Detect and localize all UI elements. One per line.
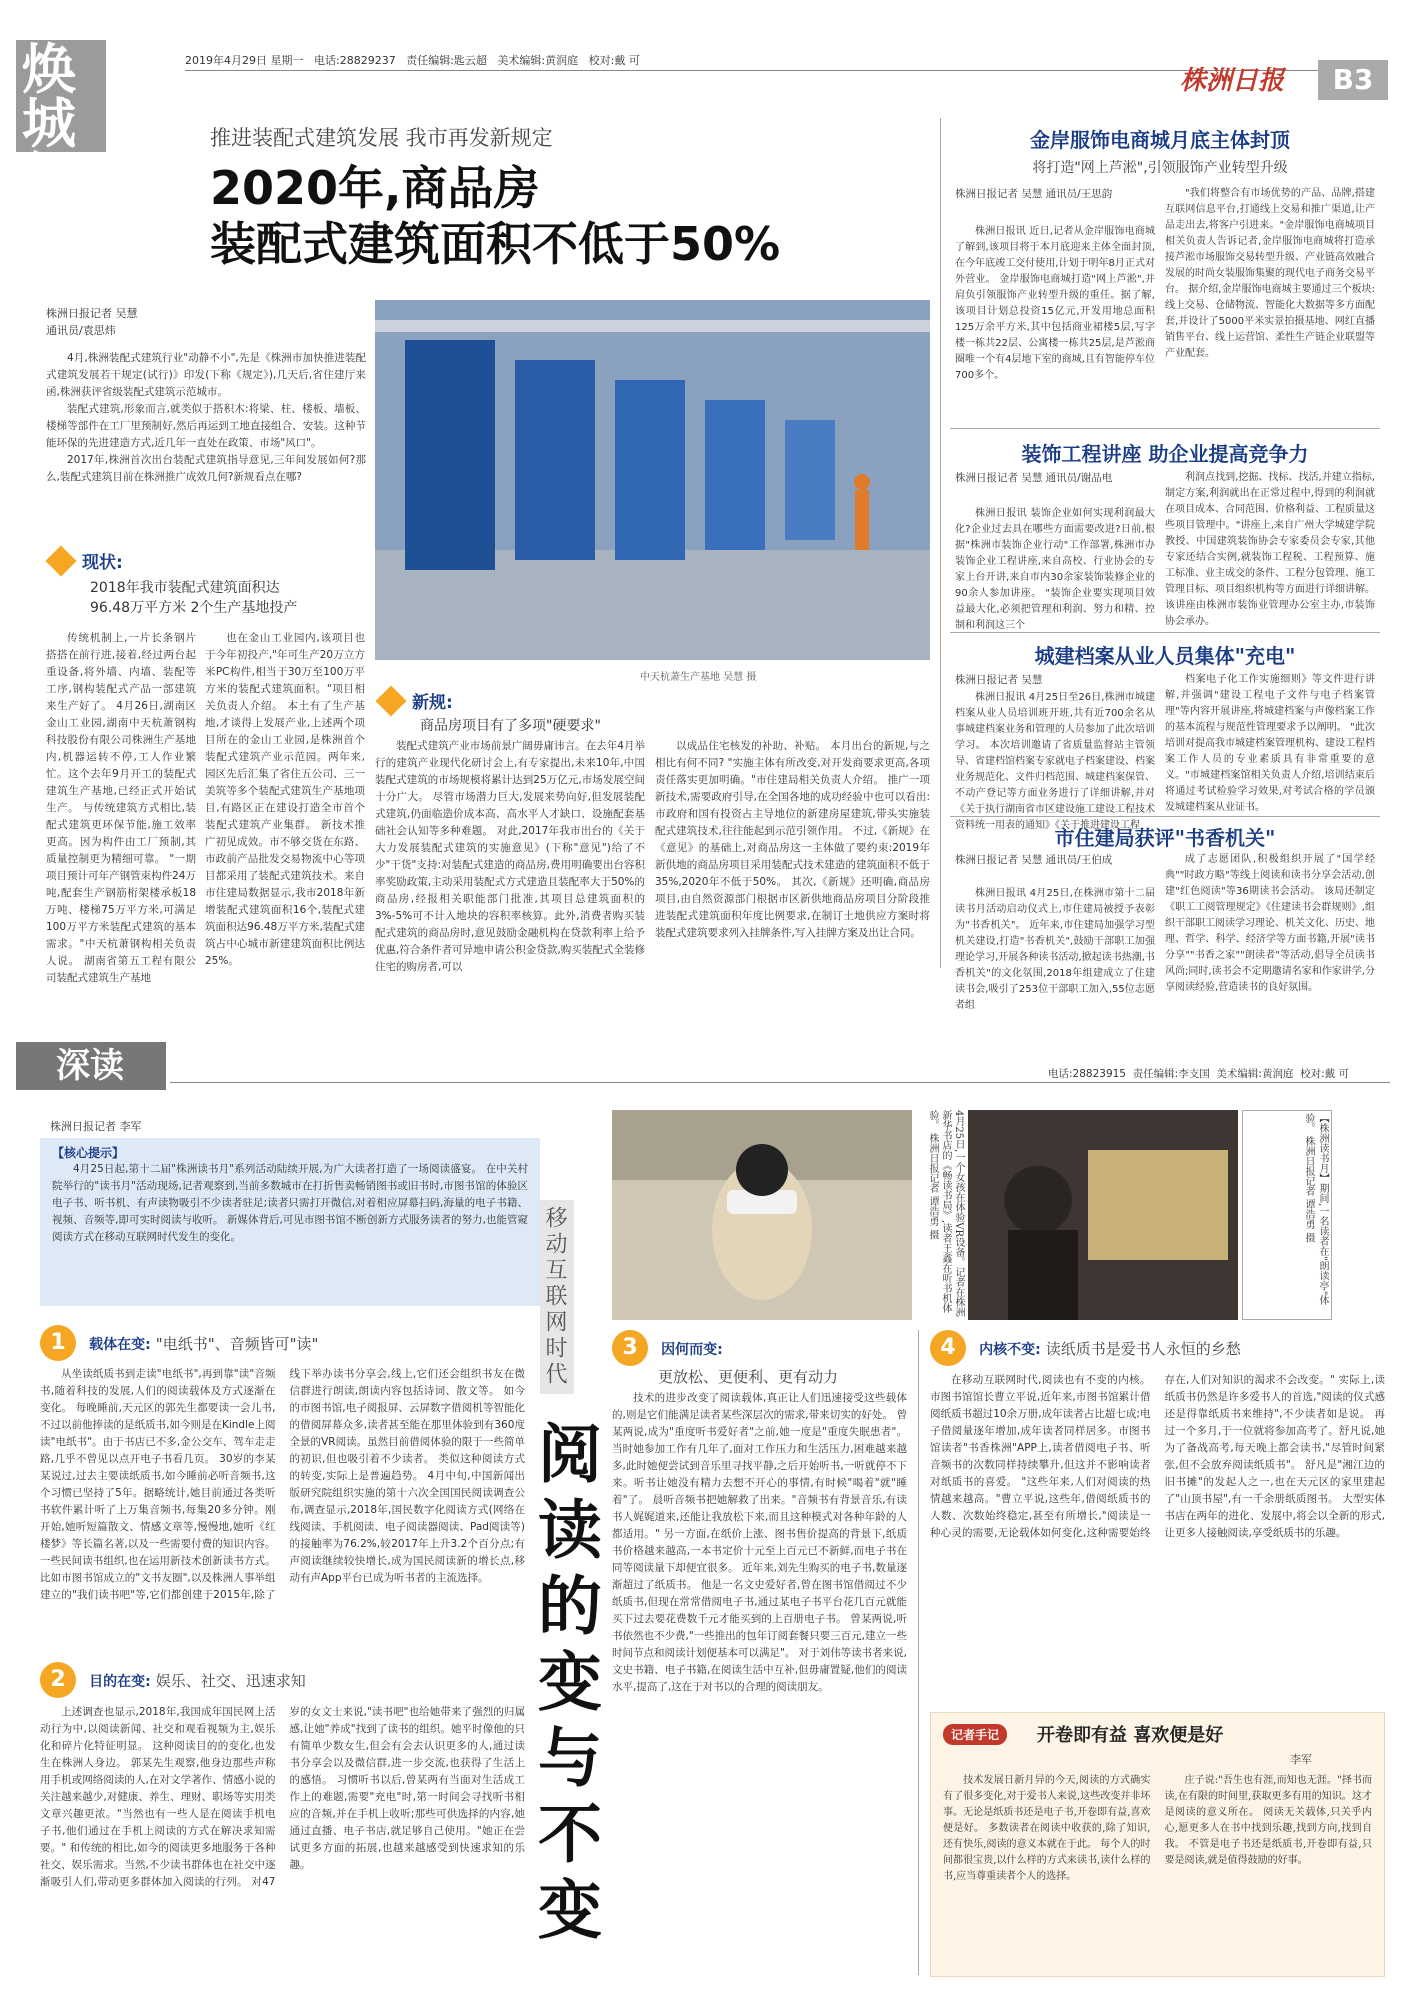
section-1-body: 从坐读纸质书到走读"电纸书",再到靠"读"音频书,随着科技的发展,人们的阅读载体及方式逐渐在变化。 每晚睡前,天元区的郭先生都要读一会儿书,不过以前他捧读的是纸质书,如今则是在Kindle上阅读"电纸书"。由于书店已不多,金公交车、驾车走走路,几乎不曾见以点开电子书看几页。 30岁的李某某说过,过去主要读纸质书,如今睡前必听音频书,这个习惯已坚持了5年。据略统计,她目前通过各类听书软件累计听了上万集音频书,每集20多分钟。刚开始,她听短篇散文、情感文章等,慢慢地,她听《红楼梦》等长篇名著,以及一些需要付费的知识内容。 一些民间读书组织,也在运用新技术创新读书方式。 比如市图书馆成立的"文书友圈",以及株洲人事举组建立的"我们读书吧"等,它们都创建于2015年,除了线下举办读书分享会,线上,它们还会组织书友在微信群进行朗读,朗读内容包括诗词、散文等。 如今的市图书馆,电子阅报屏、云屏数字借阅机等智能化的借阅屏幕众多,读者甚至能在那里体验到有360度全景的VR阅读。虽然目前借阅体验的限于一些简单的初识,但也吸引着不少读者。 类似这种阅读方式的转变,实际上是普遍趋势。 4月中旬,中国新闻出版研究院组织实施的第十六次全国国民阅读调查公布,调查显示,2018年,国民数字化阅读方式(网络在线阅读、手机阅读、电子阅读器阅读、Pad阅读等)的接触率为76.2%,较2017年上升3.2个百分点;有声阅读继续较快增长,成为国民阅读新的增长点,移动有声App平台已成为听书者的主流选择。 <box>40 1368 525 1601</box>
header-date: 2019年4月29日 星期一 <box>185 54 304 67</box>
header-editor: 责任编辑:匙云超 <box>406 54 487 67</box>
section-1-label: 载体在变: <box>89 1337 151 1353</box>
article-decoration-headline: 装饰工程讲座 助企业提高竞争力 <box>1021 442 1309 466</box>
column-divider <box>940 118 941 968</box>
headline-line-1: 2020年,商品房 <box>210 161 540 215</box>
status-subtitle-2: 96.48万平方米 2个生产基地投产 <box>90 600 298 616</box>
article-jinan-headline: 金岸服饰电商城月底主体封顶 <box>1030 128 1290 152</box>
page-number-badge <box>1318 60 1388 100</box>
article-divider <box>950 428 1380 429</box>
vertical-kicker: 移动互联网时代 <box>540 1200 574 1394</box>
diamond-icon <box>45 545 76 576</box>
section-banner-huancheng <box>16 37 106 209</box>
section-4-body: 在移动互联网时代,阅读也有不变的内核。 市图书馆馆长曹立平说,近年来,市图书馆累计借阅纸质书超过10余万册,成年读者占比超七成;电子借阅量逐年增加,成年读者同样居多。市图书馆读者"书香株洲"APP上,读者借阅电子书、听音频书的次数同样持续攀升,但这并不影响读者对纸质书的喜爱。 "这些年来,人们对阅读的热情越来越高。"曹立平说,这些年,借阅纸质书的人数、次数始终稳定,甚至有所增长,"阅读是一种心灵的需要,无论载体如何变化,这种需要始终存在,人们对知识的渴求不会改变。" 实际上,读纸质书仍然是许多爱书人的首选,"阅读的仪式感还是得靠纸质书来维持",不少读者如是说。 再过一个多月,于一位就将参加高考了。舒凡说,她为了备战高考,每天晚上都会读书,"尽管时间紧张,但不会放弃阅读纸质书"。 舒凡是"湘江边的旧书摊"的发起人之一,也在天元区的家里建起了"山顶书屋",有一千余册纸质图书。 大型实体书店在两年的进化、发展中,将会以全新的形式,让更多人接触阅读,享受纸质书的乐趣。 <box>930 1374 1385 1539</box>
page-number: B3 <box>1332 63 1374 96</box>
newspaper-name: 株洲日报 <box>1180 66 1285 96</box>
factory-photo-illustration <box>375 300 930 660</box>
section-4-subtitle: 读纸质书是爱书人永恒的乡愁 <box>1045 1340 1241 1358</box>
section-1-number: 1 <box>40 1325 76 1361</box>
new-rules-label: 新规: <box>412 693 453 713</box>
diamond-icon <box>375 685 406 716</box>
reporter-notes-box <box>930 1712 1385 1977</box>
header-art-editor: 美术编辑:黄润庭 <box>497 54 579 67</box>
lead-intro: 4月,株洲装配式建筑行业"动静不小",先是《株洲市加快推进装配式建筑发展若干规定(试行)》印发(下称《规定》),几天后,省住建厅来函,株洲获评省级装配式建筑示范城市。 装配式建筑,形象而言,就类似于搭积木:将梁、柱、楼板、墙板、楼梯等部件在工厂里预制好,然后再运到工地直接组合、安装。这种节能环保的先进建造方式,近几年一直处在政策、市场"风口"。 2017年,株洲首次出台装配式建筑指导意见,三年间发展如何?那么,装配式建筑目前在株洲推广成效几何?新规看点在哪? <box>46 352 366 483</box>
status-subtitle-1: 2018年我市装配式建筑面积达 <box>90 580 280 596</box>
vr-photo <box>612 1110 912 1320</box>
article-divider <box>950 816 1380 817</box>
vertical-title: 阅读的变与不变 <box>527 1420 602 1952</box>
new-rules-subtitle: 商品房项目有了多项"硬要求" <box>420 718 601 734</box>
reading-booth-caption: 【株洲读书月】期间,一名读者在"朗读亭"体验。 株洲日报记者 谭浩勇 摄 <box>1242 1110 1332 1320</box>
section-2-subtitle: 娱乐、社交、迅速求知 <box>155 1672 306 1690</box>
article-archive-body-col-2: 档案电子化工作实施细则》等文件进行讲解,并强调"建设工程电子文件与电子档案管理"等内容开展讲座,将城建档案与声像档案工作的基本流程与规范性管理要求予以阐明。 "此次培训对提高我市城建档案管理机构、建设工程档案工作人员的专业素质具有非常重要的意义。"市城建档案馆相关负责人介绍,培训结束后将通过考试检验学习效果,对考试合格的学员颁发城建档案从业证书。 <box>1165 674 1375 813</box>
reporter-notes-author: 李军 <box>1290 1753 1312 1766</box>
reading-booth-photo <box>968 1110 1238 1320</box>
factory-photo <box>375 300 930 660</box>
article-archive-body-col-1: 株洲日报讯 4月25日至26日,株洲市城建档案从业人员培训班开班,共有近700余名从事城建档案业务和管理的人员参加了此次培训学习。 本次培训邀请了省质量监督站主管领导、省建档馆档案专家就电子档案建设、档案业务规范化、文件归档范围、城建档案保管、不动产登记等方面业务进行了详细讲解,并对《关于执行湖南省市区建设施工建设工程技术资料统一用表的通知》《关于推进建设工程 <box>955 692 1155 831</box>
new-rules-body-col-1: 装配式建筑产业市场前景广阔毋庸讳言。在去年4月举行的建筑产业现代化研讨会上,有专家提出,未来10年,中国装配式建筑的市场规模将累计达到25万亿元,市场发展空间十分广大。 尽管市场潜力巨大,发展来势向好,但发展装配式建筑,仍面临造价成本高、高水平人才缺口、设施配套基础社会认知等多种难题。 对此,2017年我市出台的《关于大力发展装配式建筑的实施意见》(下称"意见")给了不少"干货"支持:对装配式建造的商品房,费用明确要出台容积率奖励政策,主动采用装配式方式建造且装配率大于50%的商品房,经报相关职能部门批准,其项目总建筑面积的3%-5%可不计入地块的容积率核算。此外,消费者购买装配式建筑的商品房时,意见鼓励金融机构在贷款利率上给予优惠,符合条件者可异地申请公积金贷款,购买装配式全装修住宅的购房者,可以 <box>375 740 645 973</box>
status-body-col-2: 也在金山工业园内,该项目也于今年初投产,"年可生产20万立方米PC构件,相当于30万至100万平方米的装配式建筑面积。"项目相关负责人介绍。 本土有了生产基地,才谈得上发展产业,上述两个项目所在的金山工业园,是株洲首个装配式建筑产业示范园。两年来,园区先后汇集了省住五公司、三一美筑等多个装配式建筑生产基地项目,有路区正在建设打造全市首个装配式建筑产业集群。 新技术推广初见成效。市不够交货在东路、市政前产品批发交易物流中心等项目都采用了装配式建筑技术。来自市住建局数据显示,我市2018年新增装配式建筑面积16个,装配式建筑面积达96.48万平方米,装配式建筑占中心城市新建建筑面积比例达25%。 <box>205 632 365 967</box>
article-jinan-subtitle: 将打造"网上芦淞",引领服饰产业转型升级 <box>1032 160 1288 176</box>
article-decoration-byline: 株洲日报记者 吴慧 通讯员/谢品电 <box>955 472 1113 484</box>
headline-line-2: 装配式建筑面积不低于50% <box>210 217 781 271</box>
section-3-body: 技术的进步改变了阅读载体,真正让人们迅速接受这些载体的,则是它们能满足读者某些深层次的需求,带来切实的好处。 曾某两说,成为"重度听书爱好者"之前,她一度是"重度失眠患者"。当时她参加工作有几年了,面对工作压力和生活压力,困难越来越多,此时她便尝试到音乐里寻找平静,之后开始听书,一听就停不下来。听书让她没有精力去想不开心的事情,有时候"喝着"就"睡着"了。 晨听音频书把她解救了出来。"音频书有背景音乐,有读书人娓娓道来,还能让我放松下来,而且这种模式对各种年龄的人都适用。" 另一方面,在纸价上涨、图书售价提高的背景下,纸质书价格越来越高,一本书定价十元至上百元已不新鲜,而电子书在同等阅读量下却便宜很多。 近年来,刘先生购买的电子书,数量逐渐超过了纸质书。 他是一名文史爱好者,曾在图书馆借阅过不少纸质书,但现在常常借阅电子书,通过某电子书平台花几百元就能买下过去要花费数千元才能买到的上百册电子书。 曾某两说,听书依然也不少费,"一些推出的包年订阅套餐只要三百元,建立一些时间节点和阅读计划便基本可以满足"。 对于刘伟等读书者来说,文史书籍、电子书籍,在阅读生活中互补,但毋庸置疑,他们的阅读水平,提高了,这在于对书以的合理的阅读朋友。 <box>612 1392 908 1693</box>
reporter-notes-col-1: 技术发展日新月异的今天,阅读的方式确实有了很多变化,对于爱书人来说,这些改变并非坏事。无论是纸质书还是电子书,开卷即有益,喜欢便是好。 多数读者在阅读中收获的,除了知识,还有快乐,阅读的意义本就在于此。 每个人的时间都很宝贵,以什么样的方式来读书,读什么样的书,应当尊重读者个人的选择。 <box>943 1775 1151 1882</box>
section-4-label: 内核不变: <box>979 1342 1041 1358</box>
status-label: 现状: <box>82 553 123 573</box>
section-4-heading <box>930 1330 1390 1366</box>
article-jinan-body-col-2: "我们将整合有市场优势的产品、品牌,搭建互联网信息平台,打通线上交易和推广渠道,让产品走出去,将客户引进来。"金岸服饰电商城项目相关负责人告诉记者,金岸服饰电商城将打造承接芦淞市场服饰交易转型升级、产业链高效融合发展的时尚女装服饰集聚的现代电子商务交易平台。 据介绍,金岸服饰电商城主要通过三个板块:线上交易、仓储物流、智能化大数据等多方面配套,并设计了5000平米实景拍摄基地、网红直播销售平台、线上运营馆、柔性生产链企业联盟等产业配套。 <box>1165 188 1375 359</box>
article-jinan-title <box>930 124 1390 177</box>
factory-photo-caption: 中天杭萧生产基地 吴慧 摄 <box>640 672 757 683</box>
section-2-label: 目的在变: <box>89 1674 151 1690</box>
lead-kicker: 推进装配式建筑发展 我市再发新规定 <box>210 126 553 150</box>
core-tip-box <box>40 1138 540 1306</box>
lead-headline <box>210 160 910 272</box>
deep-read-banner: 深读 <box>16 1042 166 1090</box>
new-rules-heading <box>380 688 740 735</box>
lead-byline: 株洲日报记者 吴慧 通讯员/袁思炜 <box>46 307 138 337</box>
section-2-number: 2 <box>40 1662 76 1698</box>
column-divider <box>918 1330 919 1975</box>
deep-read-byline: 株洲日报记者 李军 <box>50 1120 142 1133</box>
article-divider <box>950 632 1380 633</box>
vr-photo-caption: 4月25日,一个女孩在体验VR设备。记者在株洲新华书店的《畅读书局》,读者王鑫在听书机体验。 株洲日报记者 谭浩勇 摄 <box>927 1110 964 1318</box>
reporter-notes-col-2: 庄子说:"吾生也有涯,而知也无涯。"择书而读,在有限的时间里,获取更多有用的知识。这才是阅读的意义所在。 阅读无关载体,只关乎内心,愿更多人在书中找到乐趣,找到方向,找到自我。 不管是电子书还是纸质书,开卷即有益,只要是阅读,就是值得鼓励的好事。 <box>1164 1775 1372 1866</box>
article-jinan-byline: 株洲日报记者 吴慧 通讯员/王思韵 <box>955 188 1113 200</box>
article-bookish-headline: 市住建局获评"书香机关" <box>1054 826 1276 850</box>
header-meta <box>185 52 945 68</box>
article-decoration-body-col-2: 利润点找到,挖掘、找标、找活,并建立指标,制定方案,利润就出在正常过程中,得到的利润就在项目成本、合同范围、价格利益、工程质量这些项目管理中。"讲座上,来自广州大学城建学院教授、中国建筑装饰协会专家委员会专家,其他专家还结合实例,就装饰工程税、工程预算、施工标准、业主成交的条件、工程分包管理、施工管理目标、项目组织机构等方面进行详细讲解。 该讲座由株洲市装饰业管理办公室主办,市装饰协会承办。 <box>1165 472 1375 627</box>
header-phone: 电话:28829237 <box>314 54 396 67</box>
article-bookish-body-col-1: 株洲日报讯 4月25日,在株洲市第十二届读书月活动启动仪式上,市住建局被授予表彰为"书香机关"。 近年来,市住建局加强学习型机关建设,打造"书香机关",鼓励干部职工加强理论学习,开展各种读书活动,掀起读书热潮,书香机关"的文化氛围,2018年组建成立了住建读书会,吸引了253位干部职工加入,55位志愿者组 <box>955 888 1155 1011</box>
deep-read-rule <box>170 1082 1390 1083</box>
section-title-line-1: 焕城 <box>22 37 74 155</box>
article-bookish-body-col-2: 成了志愿团队,积极组织开展了"国学经典""时政方略"等线上阅读和读书分享会活动,创建"红色阅读"等36期读书会活动。 该局还制定《职工工阅管理规定》《住建读书会群规则》,组织干部职工阅读学习理论、机关文化、历史、地理、哲学、科学、经济学等方面书籍,开展"读书分享""书香之家""朗读者"等活动,倡导全员读书风尚;同时,读书会不定期邀请名家和作家讲学,分享阅读经验,营造读书的良好氛围。 <box>1165 854 1375 993</box>
status-body-col-1: 传统机制上,一片长条钢片搭搭在前行进,接着,经过两台起重设备,将外墙、内墙、装配等工序,钢构装配式产品一部建筑来生产好了。 4月26日,湖南区金山工业园,湖南中天杭萧钢构科技股份有限公司株洲生产基地内,机器运转不停,工人作业繁忙。这个去年9月开工的装配式建筑生产基地,已经正式开始试生产。 与传统建筑方式相比,装配式建筑更环保节能,施工效率更高。因为构件由工厂预制,其质量控制更为精细可靠。 "一期项目预计可年产钢管束构件24万吨,配套生产钢筋桁架楼承板18万吨、楼梯75万平方米,可满足100万平方米装配式建筑的基本需求。"中天杭萧钢构相关负责人说。 湖南省第五工程有限公司装配式建筑生产基地 <box>46 632 196 984</box>
reporter-notes-title: 开卷即有益 喜欢便是好 <box>1037 1725 1224 1746</box>
reading-booth-illustration <box>968 1110 1238 1320</box>
section-3-heading <box>612 1330 912 1387</box>
new-rules-body-col-2: 以成品住宅核发的补助、补贴。 本月出台的新规,与之相比有何不同? "实施主体有所改变,对开发商要求更高,各项责任落实更加明确。"市住建局相关负责人介绍。 推广一项新技术,需要政府引导,在全国各地的成功经验中也可以看出:市政府和国有投资占主导地位的新建房屋建筑,带头实施装配式建筑技术,往往能起到示范引领作用。 不过,《新规》在《意见》的基础上,对商品房这一主体做了要约束:2019年新供地的商品房项目采用装配式技术建造的建筑面积不低于35%,2020年不低于50%。 其次,《新规》还明确,商品房项目,由自然资源部门根据市区新供地商品房项目分阶段推进装配式建筑面积年度比例要求,在制订土地供应方案时将装配式建筑要求列入挂牌条件,写入挂牌方案及出让合同。 <box>655 740 930 939</box>
section-1-heading <box>40 1325 520 1361</box>
header-proof: 校对:戴 可 <box>588 54 640 67</box>
article-archive-byline: 株洲日报记者 吴慧 <box>955 674 1043 686</box>
article-decoration-body-col-1: 株洲日报讯 装饰企业如何实现利润最大化?企业过去具在哪些方面需要改进?日前,根据"株洲市装饰企业行动"工作部署,株洲市办装饰企业工程讲座,来自高校、行业协会的专家上台开讲,来自市内30余家装饰装修企业的90余人参加讲座。 "装饰企业要实现项目效益最大化,必须把管理和利润、努力和精、控制和利润这三个 <box>955 508 1155 631</box>
section-4-number: 4 <box>930 1330 966 1366</box>
deep-read-header-meta: 电话:28823915 责任编辑:李支国 美术编辑:黄润庭 校对:戴 可 <box>1048 1068 1350 1080</box>
newspaper-logo <box>1180 60 1300 94</box>
vr-photo-illustration <box>612 1110 912 1320</box>
core-tip-label: 【核心提示】 <box>52 1146 125 1160</box>
reporter-notes-label: 记者手记 <box>943 1724 1007 1745</box>
section-3-number: 3 <box>612 1330 648 1366</box>
section-title-line-2: 纪 <box>22 145 76 209</box>
status-heading <box>50 548 370 617</box>
section-3-label: 因何而变: <box>661 1342 723 1358</box>
section-1-subtitle: "电纸书"、音频皆可"读" <box>155 1335 319 1353</box>
core-tip-text: 4月25日起,第十二届"株洲读书月"系列活动陆续开展,为广大读者打造了一场阅读盛宴。 在中关村院举行的"读书月"活动现场,记者观察到,当前多数城市在打折售卖畅销图书或旧书时,市图书馆的体验区电子书、听书机、有声读物吸引不少读者驻足;读者只需打开微信,对着相应屏幕扫码,海量的电子书籍、视频、音频等,即可实时阅读与收听。 新媒体背后,可见市图书馆不断创新方式服务读者的努力,也能管窥阅读方式在移动互联网时代发生的变化。 <box>52 1163 528 1243</box>
section-2-heading <box>40 1662 520 1698</box>
article-bookish-byline: 株洲日报记者 吴慧 通讯员/王伯成 <box>955 854 1113 866</box>
section-2-body: 上述调查也显示,2018年,我国成年国民网上活动行为中,以阅读新闻、社交和观看视频为主,娱乐化和碎片化特征明显。 这种阅读目的的变化,也发生在株洲人身边。 郭某先生观察,他身边那些声称用手机或网络阅读的人,在对文学著作、情感小说的关注越来越少,对健康、养生、理财、职场等实用类文章兴趣更浓。"当然也有一些人是在阅读手机电子书,他们通过在手机上阅读的方式在解决求知需要。" 和传统的相比,如今的阅读更多地服务于各种社交、娱乐需求。当然,不少读书群体也在社交中逐渐吸引人们,带动更多群体加入阅读的行列。 对47岁的女文士来说,"读书吧"也给她带来了强烈的归属感,让她"养成"找到了读书的组织。她平时像他的只有简单少数女生,但会有会去认识更多的人,通过读书分享会以及微信群,进一步交流,也获得了生活上的感悟。 习惯听书以后,曾某两有当面对生活成工作上的难题,需要"充电"时,第一时间会寻找听书相应的音频,并在手机上收听;那些可供选择的内容,她通过直播、电子书店,就足够自己使用。"她正在尝试更多方面的拓展,也越来越感受到快速求知的乐趣。 <box>40 1706 525 1888</box>
section-3-subtitle: 更放松、更便利、更有动力 <box>658 1368 839 1386</box>
article-jinan-body-col-1: 株洲日报讯 近日,记者从金岸服饰电商城了解到,该项目将于本月底迎来主体全面封顶,在今年底竣工交付使用,计划于明年8月正式对外营业。 金岸服饰电商城打造"网上芦淞",并肩负引领服饰产业转型升级的重任。据了解,该项目计划总投资15亿元,开发用地总面积125万余平方米,其中包括商业裙楼5层,写字楼一栋共22层、公寓楼一栋共25层,是芦淞商圈唯一个有4层地下室的商城,且有智能停车位700多个。 <box>955 226 1155 381</box>
article-archive-headline: 城建档案从业人员集体"充电" <box>1034 644 1296 668</box>
